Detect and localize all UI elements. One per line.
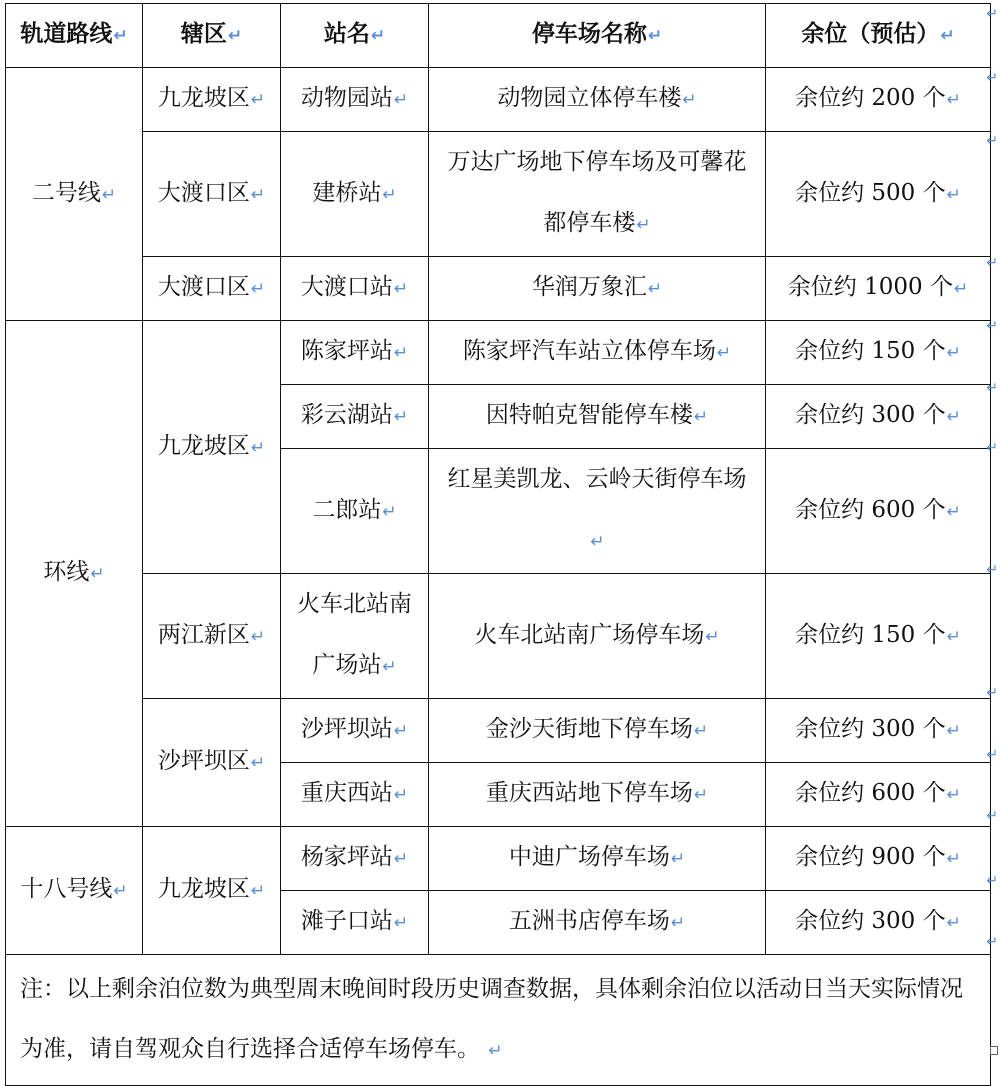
station-cell: 彩云湖站↵ [281, 385, 429, 449]
station-cell: 大渡口站↵ [281, 257, 429, 321]
row-end-mark-icon: ↵ [986, 318, 998, 334]
spaces-cell: 余位约 300 个↵ [766, 385, 991, 449]
spaces-cell: 余位约 1000 个↵ [766, 257, 991, 321]
parking-lot-cell: 重庆西站地下停车场↵ [429, 763, 766, 827]
return-mark-icon: ↵ [693, 785, 709, 805]
spaces-cell: 余位约 900 个↵ [766, 827, 991, 891]
table-row [6, 257, 991, 321]
return-mark-icon: ↵ [250, 753, 266, 773]
table-row [6, 827, 991, 891]
row-end-mark-icon: ↵ [986, 934, 998, 950]
return-mark-icon: ↵ [682, 90, 697, 110]
row-end-mark-icon: ↵ [986, 747, 998, 763]
return-mark-icon: ↵ [716, 343, 732, 363]
return-mark-icon: ↵ [90, 564, 105, 584]
parking-lot-cell: 陈家坪汽车站立体停车场↵ [429, 321, 766, 385]
return-mark-icon: ↵ [590, 532, 605, 552]
return-mark-icon: ↵ [382, 657, 397, 677]
return-mark-icon: ↵ [250, 184, 266, 205]
district-cell: 大渡口区↵ [143, 132, 281, 257]
return-mark-icon: ↵ [113, 881, 128, 901]
return-mark-icon: ↵ [636, 215, 651, 235]
return-mark-icon: ↵ [393, 849, 409, 869]
station-cell: 动物园站↵ [281, 68, 429, 132]
parking-lot-cell: 动物园立体停车楼↵ [429, 68, 766, 132]
return-mark-icon: ↵ [488, 1041, 503, 1061]
table-row [6, 132, 991, 257]
return-mark-icon: ↵ [705, 626, 720, 647]
spaces-cell: 余位约 200 个↵ [766, 68, 991, 132]
return-mark-icon: ↵ [946, 90, 961, 110]
spaces-cell: 余位约 150 个↵ [766, 321, 991, 385]
parking-lot-cell: 五洲书店停车场↵ [429, 891, 766, 955]
document-page [5, 3, 990, 1086]
parking-lot-cell: 华润万象汇↵ [429, 257, 766, 321]
spaces-cell: 余位约 500 个↵ [766, 132, 991, 257]
table-row [6, 574, 991, 699]
district-cell: 沙坪坝区↵ [143, 699, 281, 827]
return-mark-icon: ↵ [101, 184, 117, 205]
row-end-mark-icon: ↵ [986, 440, 998, 456]
route-cell: 二号线↵ [6, 68, 143, 321]
return-mark-icon: ↵ [250, 626, 266, 647]
header-route: 轨道路线↵ [6, 4, 143, 68]
return-mark-icon: ↵ [946, 913, 961, 933]
parking-table [5, 3, 991, 1086]
spaces-cell: 余位约 600 个↵ [766, 449, 991, 574]
row-end-mark-icon: ↵ [986, 70, 998, 86]
route-cell: 十八号线↵ [6, 827, 143, 955]
table-row [6, 699, 991, 763]
row-end-mark-icon: ↵ [986, 380, 998, 396]
spaces-cell: 余位约 300 个↵ [766, 891, 991, 955]
table-row [6, 68, 991, 132]
district-cell: 九龙坡区↵ [143, 68, 281, 132]
return-mark-icon: ↵ [370, 26, 386, 46]
return-mark-icon: ↵ [393, 343, 409, 363]
district-cell: 大渡口区↵ [143, 257, 281, 321]
return-mark-icon: ↵ [250, 279, 266, 299]
return-mark-icon: ↵ [382, 501, 397, 522]
header-station: 站名↵ [281, 4, 429, 68]
return-mark-icon: ↵ [227, 26, 243, 46]
parking-lot-cell: 火车北站南广场停车场↵ [429, 574, 766, 699]
return-mark-icon: ↵ [946, 721, 961, 741]
parking-lot-cell: 因特帕克智能停车楼↵ [429, 385, 766, 449]
return-mark-icon: ↵ [693, 407, 709, 427]
return-mark-icon: ↵ [393, 90, 409, 110]
return-mark-icon: ↵ [946, 343, 961, 363]
header-district: 辖区↵ [143, 4, 281, 68]
station-cell: 沙坪坝站↵ [281, 699, 429, 763]
parking-lot-cell: 中迪广场停车场↵ [429, 827, 766, 891]
return-mark-icon: ↵ [953, 279, 969, 299]
station-cell: 建桥站↵ [281, 132, 429, 257]
spaces-cell: 余位约 600 个↵ [766, 763, 991, 827]
return-mark-icon: ↵ [393, 407, 409, 427]
row-end-mark-icon: ↵ [986, 255, 998, 271]
end-of-cell-marker [990, 1046, 998, 1055]
parking-lot-cell: 红星美凯龙、云岭天街停车场↵ [429, 449, 766, 574]
table-header-row [6, 4, 991, 68]
return-mark-icon: ↵ [647, 279, 663, 299]
parking-lot-cell: 万达广场地下停车场及可馨花都停车楼↵ [429, 132, 766, 257]
return-mark-icon: ↵ [250, 437, 266, 458]
district-cell: 两江新区↵ [143, 574, 281, 699]
return-mark-icon: ↵ [946, 785, 961, 805]
route-cell: 环线↵ [6, 321, 143, 827]
spaces-cell: 余位约 150 个↵ [766, 574, 991, 699]
row-end-mark-icon: ↵ [986, 808, 998, 824]
note-cell: 注：以上剩余泊位数为典型周末晚间时段历史调查数据，具体剩余泊位以活动日当天实际情况为准，请自驾观众自行选择合适停车场停车。 ↵ [6, 955, 991, 1086]
return-mark-icon: ↵ [946, 626, 961, 647]
return-mark-icon: ↵ [946, 849, 961, 869]
row-end-mark-icon: ↵ [986, 133, 998, 149]
station-cell: 陈家坪站↵ [281, 321, 429, 385]
district-cell: 九龙坡区↵ [143, 321, 281, 574]
return-mark-icon: ↵ [940, 26, 955, 46]
return-mark-icon: ↵ [250, 90, 266, 110]
return-mark-icon: ↵ [393, 279, 409, 299]
return-mark-icon: ↵ [393, 913, 409, 933]
row-end-mark-icon: ↵ [986, 562, 998, 578]
station-cell: 杨家坪站↵ [281, 827, 429, 891]
return-mark-icon: ↵ [946, 501, 961, 522]
row-end-mark-icon: ↵ [986, 6, 998, 22]
return-mark-icon: ↵ [382, 184, 397, 205]
return-mark-icon: ↵ [113, 26, 128, 46]
station-cell: 二郎站↵ [281, 449, 429, 574]
header-spaces: 余位（预估）↵ [766, 4, 991, 68]
return-mark-icon: ↵ [946, 407, 961, 427]
return-mark-icon: ↵ [393, 785, 409, 805]
return-mark-icon: ↵ [670, 849, 686, 869]
spaces-cell: 余位约 300 个↵ [766, 699, 991, 763]
station-cell: 重庆西站↵ [281, 763, 429, 827]
return-mark-icon: ↵ [670, 913, 686, 933]
district-cell: 九龙坡区↵ [143, 827, 281, 955]
row-end-mark-icon: ↵ [986, 873, 998, 889]
table-row [6, 321, 991, 385]
station-cell: 火车北站南广场站↵ [281, 574, 429, 699]
parking-lot-cell: 金沙天街地下停车场↵ [429, 699, 766, 763]
return-mark-icon: ↵ [693, 721, 709, 741]
header-parking-lot: 停车场名称↵ [429, 4, 766, 68]
note-row [6, 955, 991, 1086]
station-cell: 滩子口站↵ [281, 891, 429, 955]
return-mark-icon: ↵ [647, 26, 663, 46]
row-end-mark-icon: ↵ [986, 685, 998, 701]
return-mark-icon: ↵ [393, 721, 409, 741]
return-mark-icon: ↵ [946, 184, 961, 205]
return-mark-icon: ↵ [250, 881, 266, 901]
